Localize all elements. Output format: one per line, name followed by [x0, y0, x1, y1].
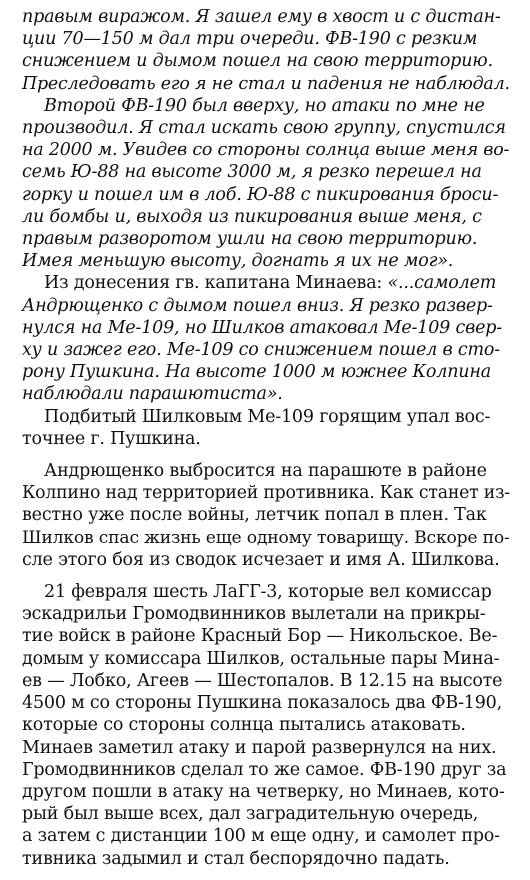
text-line: [22, 28, 512, 50]
text-segment: ев — Лобко, Агеев — Шестопалов. В 12.15 на высоте: [22, 670, 503, 691]
text-segment: тивника задымил и стал беспорядочно падать.: [22, 848, 450, 869]
text-line: [22, 714, 512, 736]
text-line: [22, 161, 512, 183]
text-line: [22, 406, 512, 428]
text-line: [22, 73, 512, 95]
text-line: [22, 737, 512, 759]
text-segment: рый был выше всех, дал заградительную очередь,: [22, 804, 479, 825]
text-line: [22, 460, 512, 482]
text-line: [22, 603, 512, 625]
text-segment: сле этого боя из сводок исчезает и имя А. Шилкова.: [22, 549, 500, 570]
text-line: [22, 527, 512, 549]
text-line: [22, 317, 512, 339]
text-segment: Андрющенко выбросится на парашюте в районе: [44, 461, 487, 482]
italic-text-segment: правым разворотом ушли на свою территорию.: [22, 229, 478, 250]
text-segment: 4500 м со стороны Пушкина показалось два ФВ-190,: [22, 693, 502, 714]
text-line: [22, 848, 512, 870]
text-line: [22, 272, 512, 294]
paragraph-gap: [22, 571, 512, 581]
text-segment: Громодвинников сделал то же самое. ФВ-190 друг за: [22, 759, 507, 780]
italic-text-segment: ции 70—150 м дал три очереди. ФВ-190 с резким: [22, 29, 478, 50]
text-segment: тие войск в районе Красный Бор — Никольское. Ве-: [22, 626, 498, 647]
text-segment: Подбитый Шилковым Ме-109 горящим упал вос-: [44, 406, 491, 427]
text-segment: другом пошли в атаку на четверку, но Минаев, кото-: [22, 781, 505, 802]
text-line: [22, 549, 512, 571]
italic-text-segment: правым виражом. Я зашел ему в хвост и с дистан-: [22, 7, 501, 27]
text-line: [22, 295, 512, 317]
text-segment: 21 февраля шесть ЛаГГ-3, которые вел комиссар: [44, 582, 492, 603]
italic-text-segment: Преследовать его я не стал и падения не наблюдал.: [22, 73, 510, 94]
text-line: [22, 504, 512, 526]
text-line: [22, 95, 512, 117]
italic-text-segment: Имея меньшую высоту, догнать я их не мог».: [22, 251, 454, 272]
italic-text-segment: на 2000 м. Увидев со стороны солнца выше меня во-: [22, 140, 510, 161]
italic-text-segment: горку и пошел им в лоб. Ю-88 с пикирования броси-: [22, 184, 499, 205]
text-segment: Минаев заметил атаку и парой развернулся на них.: [22, 737, 497, 758]
text-segment: эскадрильи Громодвинников вылетали на прикры-: [22, 604, 486, 625]
paragraph-gap: [22, 450, 512, 460]
italic-text-segment: семь Ю-88 на высоте 3000 м, я резко перешел на: [22, 162, 482, 183]
text-line: [22, 339, 512, 361]
italic-text-segment: снижением и дымом пошел на свою территорию.: [22, 51, 493, 72]
text-line: [22, 482, 512, 504]
text-line: [22, 581, 512, 603]
text-line: [22, 759, 512, 781]
text-line: [22, 428, 512, 450]
italic-text-segment: ху и зажег его. Ме-109 со снижением пошел в сто-: [22, 340, 500, 361]
italic-text-segment: рону Пушкина. На высоте 1000 м южнее Колпина: [22, 362, 491, 383]
text-segment: которые со стороны солнца пытались атаковать.: [22, 715, 466, 736]
text-segment: домым у комиссара Шилков, остальные пары Мина-: [22, 648, 500, 669]
text-segment: Из донесения гв. капитана Минаева:: [44, 273, 388, 294]
italic-text-segment: наблюдали парашютиста».: [22, 384, 283, 405]
text-line: [22, 692, 512, 714]
text-line: [22, 206, 512, 228]
text-segment: Колпино над территорией противника. Как станет из-: [22, 483, 510, 504]
italic-text-segment: Второй ФВ-190 был вверху, но атаки по мне не: [44, 95, 485, 116]
text-line: [22, 383, 512, 405]
italic-text-segment: производил. Я стал искать свою группу, спустился: [22, 118, 506, 139]
text-line: [22, 250, 512, 272]
text-line: [22, 670, 512, 692]
text-line: [22, 803, 512, 825]
text-segment: вестно уже после войны, летчик попал в плен. Так: [22, 505, 487, 526]
text-segment: точнее г. Пушкина.: [22, 428, 201, 449]
text-line: [22, 825, 512, 847]
text-line: [22, 648, 512, 670]
book-page-text: [22, 6, 512, 870]
text-line: [22, 50, 512, 72]
text-line: [22, 184, 512, 206]
italic-text-segment: «...самолет: [387, 273, 497, 294]
italic-text-segment: нулся на Ме-109, но Шилков атаковал Ме-109 свер-: [22, 317, 502, 338]
text-line: [22, 625, 512, 647]
text-segment: Шилков спас жизнь еще одному товарищу. Вскоре по-: [22, 527, 510, 548]
text-line: [22, 781, 512, 803]
italic-text-segment: Андрющенко с дымом пошел вниз. Я резко развер-: [22, 295, 493, 316]
text-line: [22, 6, 512, 28]
text-line: [22, 228, 512, 250]
text-line: [22, 361, 512, 383]
text-segment: а затем с дистанции 100 м еще одну, и самолет про-: [22, 826, 500, 847]
italic-text-segment: ли бомбы и, выходя из пикирования выше меня, с: [22, 206, 482, 227]
text-line: [22, 117, 512, 139]
text-line: [22, 139, 512, 161]
